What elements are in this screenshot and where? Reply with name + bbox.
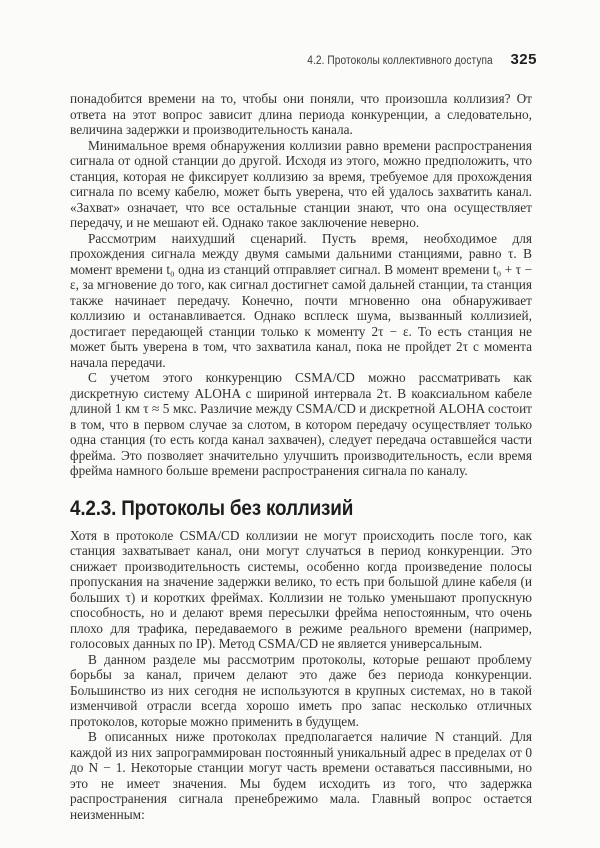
paragraph-n-stations-assumption: В описанных ниже протоколах предполагается наличие N станций. Для каждой из них запрограммирован постоянный уникальный адрес в пределах от 0 до N − 1. Некоторые станции могут часть времени оставаться пассивными, но это не имеет значения. Мы будем исходить из того, что задержка распространения сигнала пренебрежимо мала. Главный вопрос остается неизменным:: [70, 729, 532, 822]
paragraph-collision-free-intro: Хотя в протоколе CSMA/CD коллизии не могут происходить после того, как станция захватывает канал, они могут случаться в период конкуренции. Это снижает производительность системы, особенно когда произведение полосы пропускания на значение задержки велико, то есть при большой длине кабеля (и больших τ) и коротких фреймах. Коллизии не только уменьшают пропускную способность, но и делают время пересылки фрейма непостоянным, что очень плохо для трафика, передаваемого в режиме реального времени (например, голосовых данных по IP). Метод CSMA/CD не является универсальным.: [70, 527, 532, 651]
paragraph-channel-contention: В данном разделе мы рассмотрим протоколы, которые решают проблему борьбы за канал, причем делают это даже без периода конкуренции. Большинство из них сегодня не используются в крупных системах, но в такой изменчивой отрасли всегда хорошо иметь про запас несколько отличных протоколов, которые можно применить в будущем.: [70, 651, 532, 729]
page-number: 325: [510, 51, 537, 68]
paragraph-csma-cd-vs-aloha: С учетом этого конкуренцию CSMA/CD можно рассматривать как дискретную систему ALOHA с шириной интервала 2τ. В коаксиальном кабеле длиной 1 км τ ≈ 5 мкс. Различие между CSMA/CD и дискретной ALOHA состоит в том, что в первом случае за слотом, в котором передачу осуществляет только одна станция (то есть когда канал захвачен), следует передача оставшейся части фрейма. Это позволяет значительно улучшить производительность, если время фрейма намного больше времени распространения сигнала по каналу.: [70, 370, 532, 478]
section-heading: [70, 497, 532, 520]
section-heading-text: 4.2.3. Протоколы без коллизий: [70, 496, 354, 520]
paragraph-min-collision-time: Минимальное время обнаружения коллизии равно времени распространения сигнала от одной станции до другой. Исходя из этого, можно предположить, что станция, которая не фиксирует коллизию за время, требуемое для прохождения сигнала по всему кабелю, может быть уверена, что ей удалось захватить канал. «Захват» означает, что все остальные станции знают, что она осуществляет передачу, и не мешают ей. Однако такое заключение неверно.: [70, 137, 532, 230]
running-header-section-title: 4.2. Протоколы коллективного доступа: [306, 55, 493, 67]
running-header: [70, 51, 537, 68]
paragraph-worst-case-scenario: Рассмотрим наихудший сценарий. Пусть время, необходимое для прохождения сигнала между двумя самыми дальними станциями, равно τ. В момент времени t₀ одна из станций отправляет сигнал. В момент времени t₀ + τ − ε, за мгновение до того, как сигнал достигнет самой дальней станции, та станция также начинает передачу. Конечно, почти мгновенно она обнаруживает коллизию и останавливается. Однако всплеск шума, вызванный коллизией, достигает передающей станции только к моменту 2τ − ε. То есть станция не может быть уверена в том, что захватила канал, пока не пройдет 2τ с момента начала передачи.: [70, 230, 532, 370]
paragraph-continuation: понадобится времени на то, чтобы они поняли, что произошла коллизия? От ответа на этот вопрос зависит длина периода конкуренции, а следовательно, величина задержки и производительность канала.: [70, 91, 532, 137]
body-text-column: [70, 91, 532, 822]
